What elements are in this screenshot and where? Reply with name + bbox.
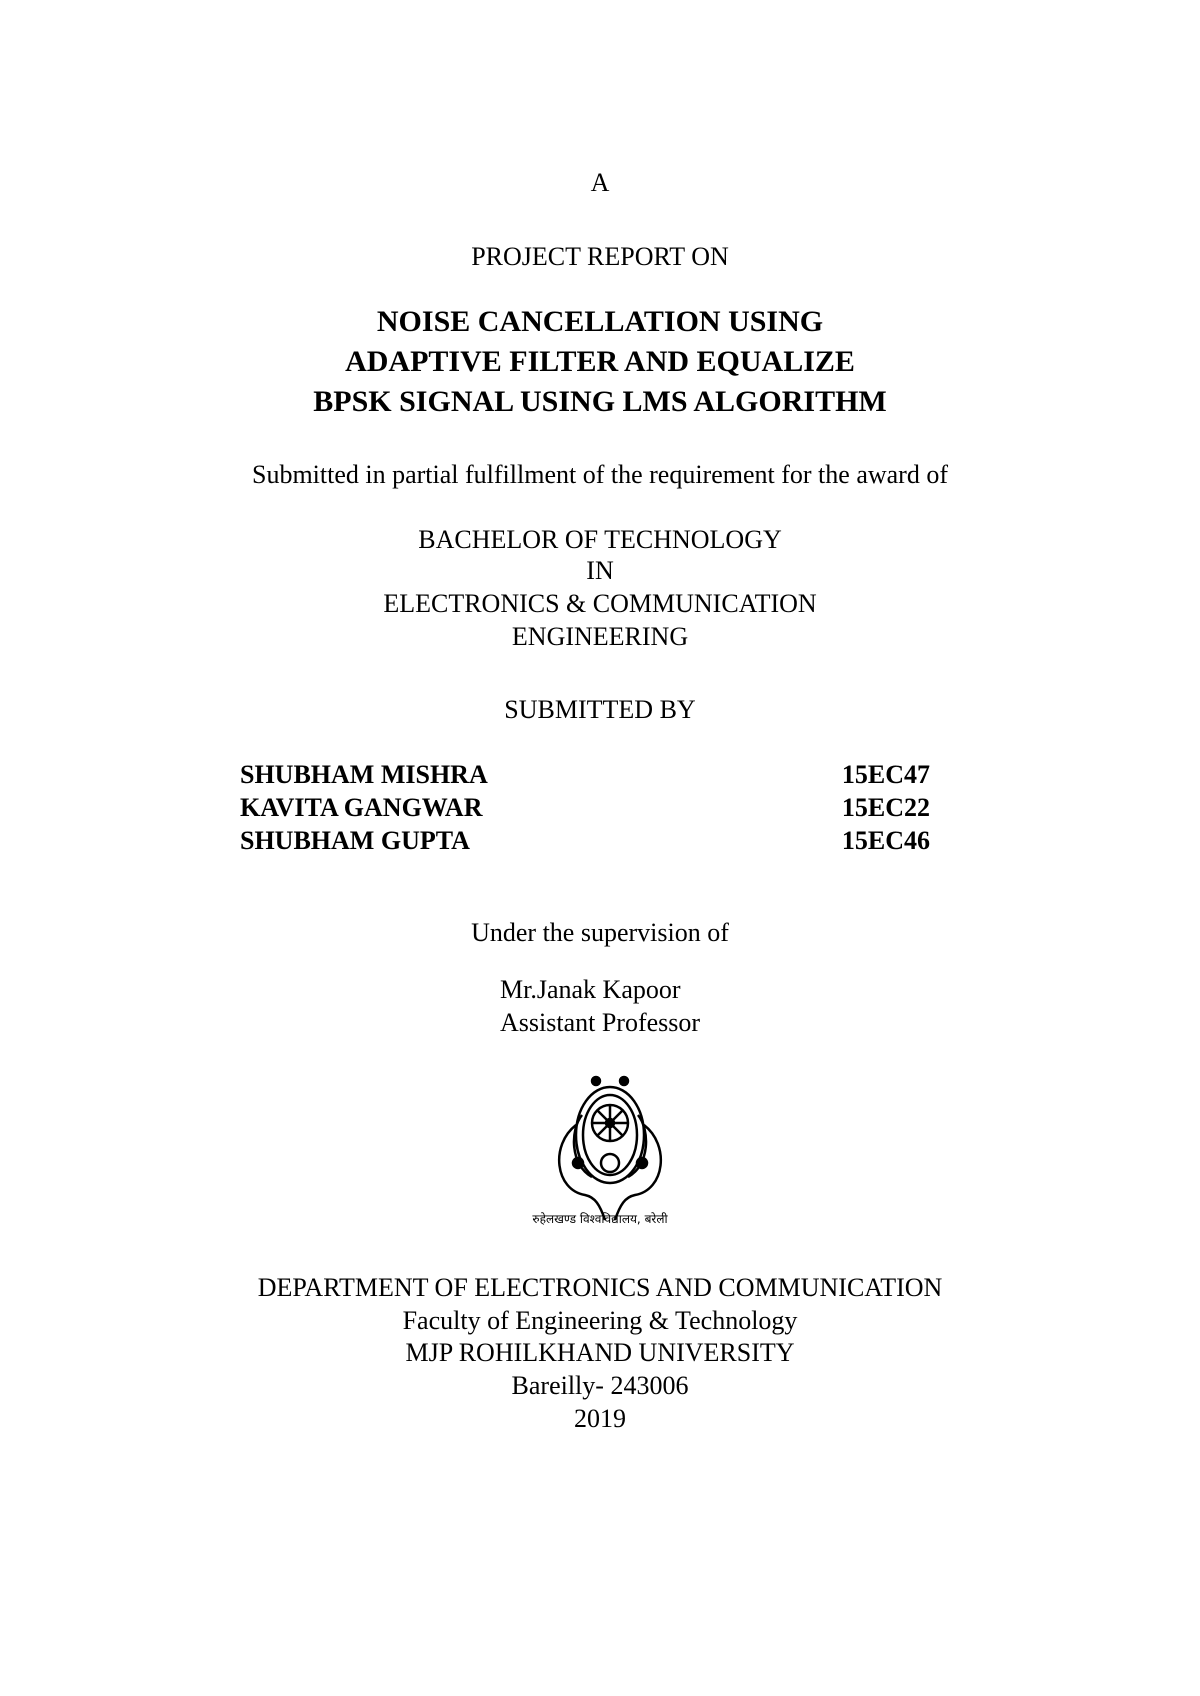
degree-line-2: IN: [586, 556, 614, 585]
author-name: SHUBHAM GUPTA: [240, 826, 470, 855]
report-on-label: PROJECT REPORT ON: [471, 242, 729, 271]
cover-a: A: [590, 168, 610, 197]
author-roll: 15EC46: [841, 826, 930, 855]
emblem-caption: रुहेलखण्ड विश्वविद्यालय, बरेली: [532, 1212, 668, 1226]
author-name: KAVITA GANGWAR: [240, 793, 483, 822]
author-roll: 15EC47: [841, 760, 930, 789]
supervisor-title: Assistant Professor: [500, 1008, 701, 1037]
project-title-line-3: BPSK SIGNAL USING LMS ALGORITHM: [313, 385, 887, 418]
author-roll: 15EC22: [841, 793, 930, 822]
university-emblem-icon: [500, 1045, 720, 1235]
degree-line-3: ELECTRONICS & COMMUNICATION: [383, 589, 817, 618]
department-line-2: Faculty of Engineering & Technology: [402, 1306, 798, 1335]
department-line-5: 2019: [574, 1404, 626, 1433]
degree-line-1: BACHELOR OF TECHNOLOGY: [418, 525, 782, 554]
author-name: SHUBHAM MISHRA: [240, 760, 488, 789]
department-line-1: DEPARTMENT OF ELECTRONICS AND COMMUNICATION: [257, 1273, 943, 1302]
project-title-line-1: NOISE CANCELLATION USING: [376, 305, 824, 338]
department-line-4: Bareilly- 243006: [511, 1371, 689, 1400]
submitted-in-statement: Submitted in partial fulfillment of the requirement for the award of: [251, 460, 948, 489]
supervisor-name: Mr.Janak Kapoor: [500, 975, 681, 1004]
emblem-motto: [560, 1045, 661, 1047]
supervision-label: Under the supervision of: [471, 918, 729, 947]
project-title-line-2: ADAPTIVE FILTER AND EQUALIZE: [345, 345, 855, 378]
department-line-3: MJP ROHILKHAND UNIVERSITY: [405, 1338, 795, 1367]
degree-line-4: ENGINEERING: [511, 622, 689, 651]
submitted-by-label: SUBMITTED BY: [504, 695, 696, 724]
